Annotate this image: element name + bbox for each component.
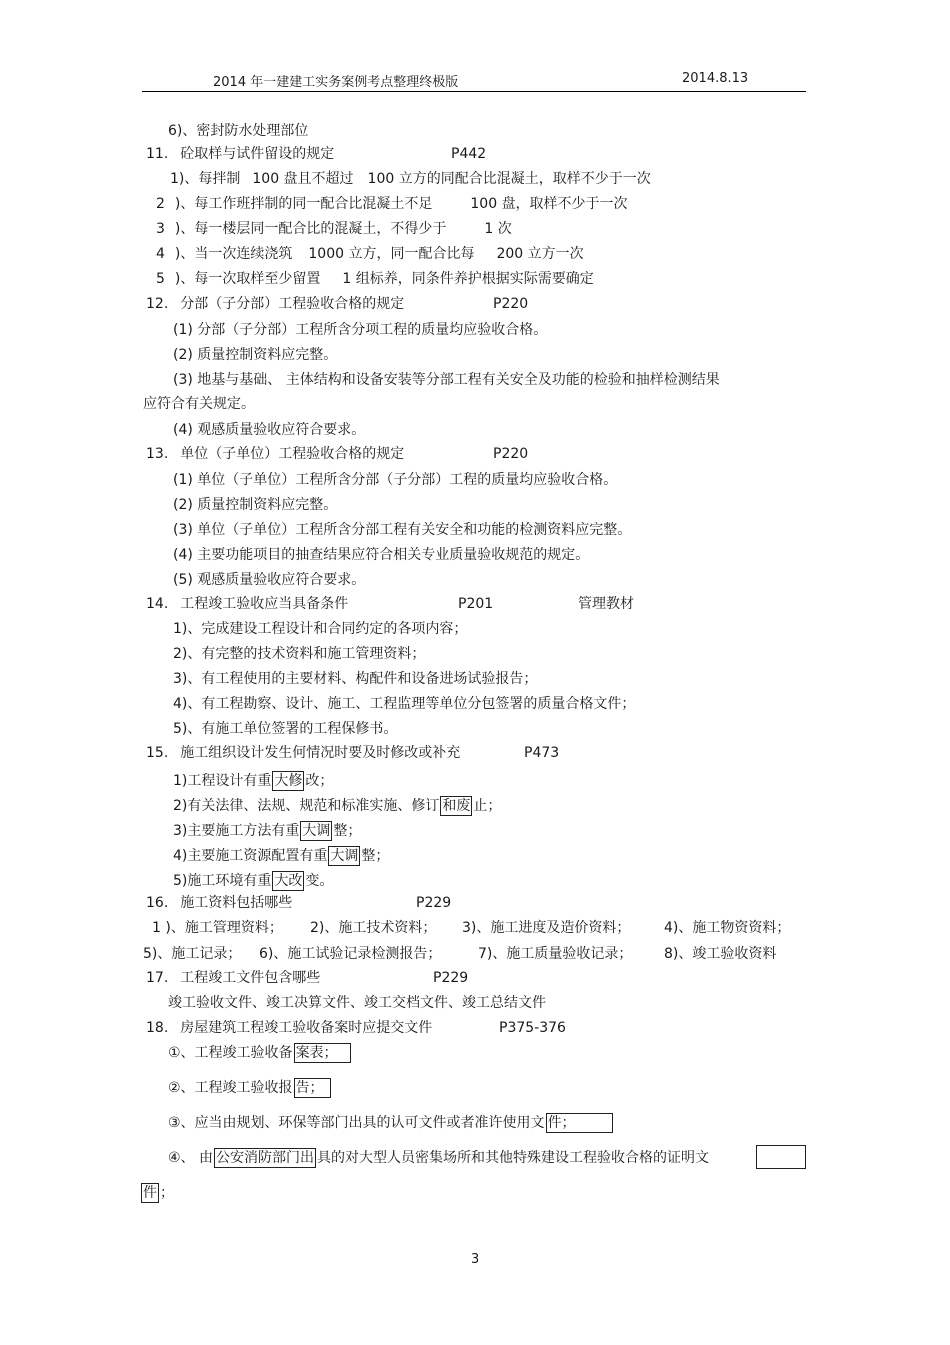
text-line: (5) 观感质量验收应符合要求。 <box>173 572 366 588</box>
text-line: 5 )、每一次取样至少留置 1 组标养，同条件养护根据实际需要确定 <box>156 271 594 287</box>
boxed-text: 件； <box>546 1113 613 1133</box>
boxed-text: 件 <box>143 1185 157 1201</box>
text-line: 件 ； <box>143 1185 174 1201</box>
text-line: 2)有关法律、法规、规范和标准实施、修订 和废 止； <box>173 798 502 814</box>
empty-box <box>756 1145 806 1169</box>
text-line: (4) 观感质量验收应符合要求。 <box>173 422 366 438</box>
text-line: 2)、有完整的技术资料和施工管理资料； <box>173 646 426 662</box>
section-heading: 17. 工程竣工文件包含哪些 P229 <box>146 970 469 986</box>
boxed-text: 和废 <box>442 798 471 814</box>
boxed-text: 大调 <box>330 848 359 864</box>
text-line: 4 )、当一次连续浇筑 1000 立方，同一配合比每 200 立方一次 <box>156 246 584 262</box>
text-line: (4) 主要功能项目的抽查结果应符合相关专业质量验收规范的规定。 <box>173 547 590 563</box>
header-title: 2014 年一建建工实务案例考点整理终极版 <box>213 75 459 90</box>
section-heading: 14. 工程竣工验收应当具备条件 P201 管理教材 <box>146 596 634 612</box>
text-line: 1)、每拌制 100 盘且不超过 100 立方的同配合比混凝土，取样不少于一次 <box>170 171 651 187</box>
text-line: (2) 质量控制资料应完整。 <box>173 347 338 363</box>
text-line: 1)、完成建设工程设计和合同约定的各项内容； <box>173 621 468 637</box>
text-line: 5)、施工记录； 6)、施工试验记录检测报告； 7)、施工质量验收记录； 8)、竣工验收资料 <box>143 946 777 962</box>
boxed-text: 告； <box>294 1078 331 1098</box>
header-date: 2014.8.13 <box>682 71 749 86</box>
boxed-text: 大修 <box>274 773 303 789</box>
boxed-text: 大调 <box>302 823 331 839</box>
page-number: 3 <box>471 1252 480 1267</box>
text-line: (1) 分部（子分部）工程所含分项工程的质量均应验收合格。 <box>173 322 548 338</box>
boxed-text: 大改 <box>274 873 303 889</box>
boxed-text: 案表； <box>294 1043 351 1063</box>
header-rule <box>142 91 806 92</box>
text-line: 5)施工环境有重 大改 变。 <box>173 873 334 889</box>
boxed-text: 公安消防部门出 <box>216 1150 315 1166</box>
section-heading: 13. 单位（子单位）工程验收合格的规定 P220 <box>146 446 529 462</box>
text-line: 1)工程设计有重 大修 改； <box>173 773 334 789</box>
section-heading: 16. 施工资料包括哪些 P229 <box>146 895 452 911</box>
text-line: 应符合有关规定。 <box>143 396 255 412</box>
text-line: 4)主要施工资源配置有重 大调 整； <box>173 848 390 864</box>
section-heading: 15. 施工组织设计发生何情况时要及时修改或补充 P473 <box>146 745 560 761</box>
text-line: (3) 单位（子单位）工程所含分部工程有关安全和功能的检测资料应完整。 <box>173 522 632 538</box>
section-heading: 18. 房屋建筑工程竣工验收备案时应提交文件 P375-376 <box>146 1020 566 1036</box>
text-line: 3 )、每一楼层同一配合比的混凝土，不得少于 1 次 <box>156 221 512 237</box>
text-line: 4)、有工程勘察、设计、施工、工程监理等单位分包签署的质量合格文件； <box>173 696 636 712</box>
section-heading: 12. 分部（子分部）工程验收合格的规定 P220 <box>146 296 529 312</box>
text-line: 6)、密封防水处理部位 <box>168 123 309 139</box>
section-heading: 11. 砼取样与试件留设的规定 P442 <box>146 146 487 162</box>
text-line: (1) 单位（子单位）工程所含分部（子分部）工程的质量均应验收合格。 <box>173 472 618 488</box>
text-line: ②、工程竣工验收报 告； <box>168 1078 332 1098</box>
text-line: ④、 由 公安消防部门出 具的对大型人员密集场所和其他特殊建设工程验收合格的证明文 <box>168 1150 710 1166</box>
text-line: (3) 地基与基础、 主体结构和设备安装等分部工程有关安全及功能的检验和抽样检测结果 <box>173 372 720 388</box>
text-line: 1 )、施工管理资料； 2)、施工技术资料； 3)、施工进度及造价资料； 4)、施工物资资料； <box>152 920 791 936</box>
text-line: 竣工验收文件、竣工决算文件、竣工交档文件、竣工总结文件 <box>168 995 546 1011</box>
text-line: (2) 质量控制资料应完整。 <box>173 497 338 513</box>
text-line: ①、工程竣工验收备 案表； <box>168 1043 352 1063</box>
text-line: 3)主要施工方法有重 大调 整； <box>173 823 362 839</box>
text-line: 2 )、每工作班拌制的同一配合比混凝土不足 100 盘，取样不少于一次 <box>156 196 628 212</box>
text-line: 3)、有工程使用的主要材料、构配件和设备进场试验报告； <box>173 671 538 687</box>
text-line: 5)、有施工单位签署的工程保修书。 <box>173 721 398 737</box>
text-line: ③、应当由规划、环保等部门出具的认可文件或者准许使用文 件； <box>168 1113 614 1133</box>
